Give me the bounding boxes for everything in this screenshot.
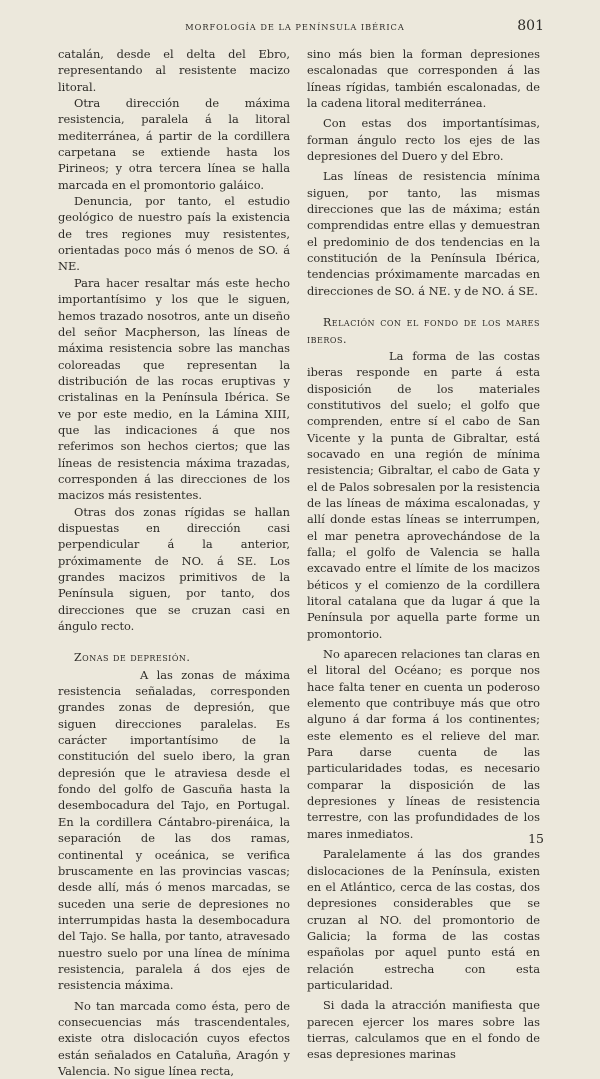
paragraph: Para hacer resaltar más este hecho importantísimo y los que le siguen, hemos trazado nosotros, ante un diseño del señor Macpherson, las líneas de máxima resistencia sobre las manchas coloreadas que representan la distribución de las rocas eruptivas y cristalinas en la Península Ibérica. Se ve por este medio, en la Lámina XIII, que las indicaciones á que nos referimos son hechos ciertos; que las líneas de resistencia máxima trazadas, corresponden á las direcciones de los macizos más resistentes. xyxy=(58,275,290,503)
section-heading: Zonas de depresión. xyxy=(74,651,191,665)
paragraph: catalán, desde el delta del Ebro, representando al resistente macizo litoral. xyxy=(58,47,290,94)
paragraph: No aparecen relaciones tan claras en el litoral del Océano; es porque nos hace falta tener en cuenta un poderoso elemento que contribuye más que otro alguno á dar forma á los continentes; este elemento es el relieve del mar. Para darse cuenta de las particularidades todas, es necesario comparar la disposición de las depresiones y líneas de resistencia terrestre, con las profundidades de los mares inmediatos. xyxy=(307,647,540,841)
right-column xyxy=(307,46,540,1063)
section-heading: Relación con el fondo de los mares iberos. xyxy=(307,316,540,346)
paragraph: Si dada la atracción manifiesta que parecen ejercer los mares sobre las tierras, calculamos que en el fondo de esas depresiones marinas xyxy=(307,998,540,1062)
signature-mark: 15 xyxy=(528,831,544,846)
paragraph: A las zonas de máxima resistencia señaladas, corresponden grandes zonas de depresión, que siguen direcciones paralelas. Es carácter importantísimo de la constitución del suelo ibero, la gran depresión que le atraviesa desde el fondo del golfo de Gascuña hasta la desembocadura del Tajo, en Portugal. En la cordillera Cántabro-pirenáica, la separación de las dos ramas, continental y oceánica, se verifica bruscamente en las provincias vascas; desde allí, más ó menos marcadas, se suceden una serie de depresiones no interrumpidas hasta la desembocadura del Tajo. Se halla, por tanto, atravesado nuestro suelo por una línea de mínima resistencia, paralela á dos ejes de resistencia máxima. xyxy=(58,667,290,993)
page-number: 801 xyxy=(517,18,544,34)
left-column xyxy=(58,46,290,1079)
paragraph: La forma de las costas iberas responde en parte á esta disposición de los materiales constitutivos del suelo; el golfo que comprenden, entre sí el cabo de San Vicente y la punta de Gibraltar, está socavado en una región de mínima resistencia; Gibraltar, el cabo de Gata y el de Palos sobresalen por la resistencia de las líneas de máxima escalonadas, y allí donde estas líneas se interrumpen, el mar penetra aprovechándose de la falla; el golfo de Valencia se halla excavado entre el límite de los macizos béticos y el comienzo de la cordillera litoral catalana que da lugar á que la Península por aquella parte forme un promontorio. xyxy=(307,348,540,641)
paragraph: Denuncia, por tanto, el estudio geológico de nuestro país la existencia de tres regiones muy resistentes, orientadas poco más ó menos de SO. á NE. xyxy=(58,194,290,274)
paragraph: Otras dos zonas rígidas se hallan dispuestas en dirección casi perpendicular á la anterior, próximamente de NO. á SE. Los grandes macizos primitivos de la Península siguen, por tanto, dos direcciones que se cruzan casi en ángulo recto. xyxy=(58,504,290,634)
paragraph: sino más bien la forman depresiones escalonadas que corresponden á las líneas rígidas, también escalonadas, de la cadena litoral mediterránea. xyxy=(307,47,540,111)
running-header: MORFOLOGÍA DE LA PENÍNSULA IBÉRICA xyxy=(185,22,405,32)
paragraph: Otra dirección de máxima resistencia, paralela á la litoral mediterránea, á partir de la cordillera carpetana se extiende hasta los Pirineos; y otra tercera línea se halla marcada en el promontorio galáico. xyxy=(58,96,290,192)
paragraph: Las líneas de resistencia mínima siguen, por tanto, las mismas direcciones que las de máxima; están comprendidas entre ellas y demuestran el predominio de dos tendencias en la constitución de la Península Ibérica, tendencias próximamente marcadas en direcciones de SO. á NE. y de NO. á SE. xyxy=(307,169,540,298)
paragraph: Con estas dos importantísimas, forman ángulo recto los ejes de las depresiones del Duero y del Ebro. xyxy=(307,116,540,164)
paragraph: No tan marcada como ésta, pero de consecuencias más trascendentales, existe otra dislocación cuyos efectos están señalados en Cataluña, Aragón y Valencia. No sigue línea recta, xyxy=(58,998,290,1078)
paragraph: Paralelamente á las dos grandes dislocaciones de la Península, existen en el Atlántico, cerca de las costas, dos depresiones considerables que se cruzan al NO. del promontorio de Galicia; la forma de las costas españolas por aquel punto está en relación estrecha con esta particularidad. xyxy=(307,847,540,992)
